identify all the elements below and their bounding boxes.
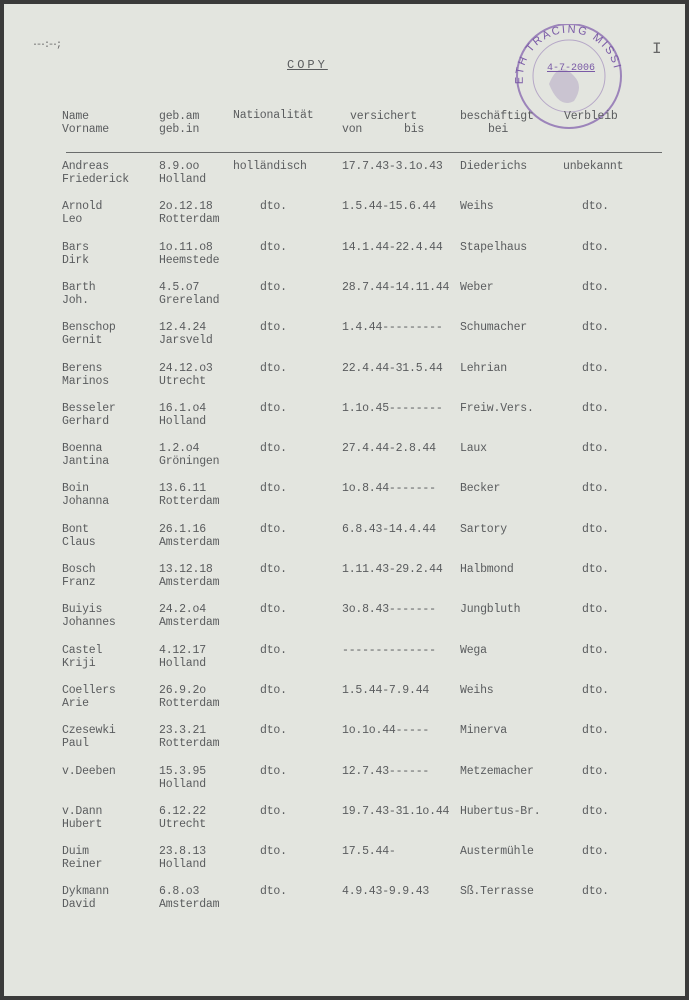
cell-geb-in: Utrecht [159,817,206,831]
cell-besch: Sß.Terrasse [460,885,534,899]
cell-nat: dto. [260,724,287,738]
cell-besch: Stapelhaus [460,240,528,254]
header-beschaeftigt: beschäftigt [460,110,534,123]
cell-name: Bosch [62,563,96,576]
cell-besch: Diederichs [460,160,528,173]
cell-nat: dto. [260,401,287,415]
cell-besch: Minerva [460,724,507,738]
cell-verbleib: dto. [582,643,609,657]
cell-besch: Weber [460,280,494,294]
cell-name: Barth [62,280,96,294]
cell-vers: 1o.1o.44----- [342,724,430,738]
cell-vers: 6.8.43-14.4.44 [342,522,436,536]
cell-geb-am: 23.8.13 [159,845,206,859]
cell-vers: 19.7.43-31.1o.44 [342,804,450,818]
cell-vorname: David [62,898,96,912]
cell-nat: dto. [260,643,287,657]
cell-nat: dto. [260,321,287,335]
header-verbleib: Verbleib [564,110,618,123]
cell-vers: 27.4.44-2.8.44 [342,442,436,456]
cell-verbleib: unbekannt [563,160,624,173]
cell-vorname: Hubert [62,817,103,831]
cell-verbleib: dto. [582,764,609,778]
header-name: Name [62,110,89,123]
cell-geb-in: Gröningen [159,455,220,469]
cell-vers: 1.1o.45-------- [342,401,443,415]
cell-geb-in: Amsterdam [159,535,220,549]
cell-geb-am: 2o.12.18 [159,200,213,214]
cell-geb-am: 24.2.o4 [159,603,206,617]
cell-vorname: Kriji [62,656,96,670]
cell-nat: dto. [260,845,287,859]
cell-vorname: Marinos [62,374,109,388]
cell-besch: Sartory [460,522,507,536]
cell-geb-am: 26.1.16 [159,522,206,536]
cell-geb-in: Rotterdam [159,737,220,751]
cell-geb-in: Jarsveld [159,334,213,348]
cell-vers: 1o.8.44------- [342,482,436,496]
cell-vorname: Gernit [62,334,103,348]
cell-name: Benschop [62,321,116,335]
cell-verbleib: dto. [582,522,609,536]
cell-vers: 3o.8.43------- [342,603,436,617]
cell-geb-am: 6.12.22 [159,804,206,818]
cell-geb-am: 1.2.o4 [159,442,200,456]
cell-vorname: Arie [62,696,89,710]
cell-geb-am: 1o.11.o8 [159,240,213,254]
cell-verbleib: dto. [582,482,609,496]
cell-name: v.Dann [62,804,103,818]
cell-vorname: Johanna [62,495,109,509]
cell-geb-in: Amsterdam [159,898,220,912]
cell-geb-am: 6.8.o3 [159,885,200,899]
cell-besch: Jungbluth [460,603,521,617]
cell-name: Coellers [62,683,116,697]
cell-besch: Freiw.Vers. [460,401,534,415]
cell-vers: 4.9.43-9.9.43 [342,885,430,899]
cell-vorname: Claus [62,535,96,549]
cell-vorname: Friederick [62,173,130,186]
cell-verbleib: dto. [582,804,609,818]
header-geb-in: geb.in [159,123,200,136]
header-nationalitaet: Nationalität [233,109,314,122]
cell-geb-am: 16.1.o4 [159,401,206,415]
cell-nat: dto. [260,442,287,456]
cell-vers: 12.7.43------ [342,764,430,778]
cell-verbleib: dto. [582,321,609,335]
cell-vers: 28.7.44-14.11.44 [342,280,450,294]
cell-vers: 17.7.43-3.1o.43 [342,160,443,173]
cell-verbleib: dto. [582,361,609,375]
document-title: COPY [287,58,328,72]
header-divider [66,152,662,153]
cell-nat: dto. [260,764,287,778]
cell-geb-am: 15.3.95 [159,764,206,778]
cell-name: Boenna [62,442,103,456]
cell-vers: 14.1.44-22.4.44 [342,240,443,254]
cell-verbleib: dto. [582,401,609,415]
cell-nat: dto. [260,482,287,496]
cell-verbleib: dto. [582,563,609,576]
header-vorname: Vorname [62,123,109,136]
cell-name: Boin [62,482,89,496]
cell-name: Duim [62,845,89,859]
cell-besch: Hubertus-Br. [460,804,541,818]
cell-name: Berens [62,361,103,375]
cell-vers: 1.11.43-29.2.44 [342,563,443,576]
page-mark: I [652,40,662,58]
cell-name: Andreas [62,160,109,173]
cell-nat: dto. [260,361,287,375]
document-page [4,4,685,996]
cell-geb-in: Rotterdam [159,495,220,509]
cell-verbleib: dto. [582,724,609,738]
cell-name: Dykmann [62,885,109,899]
cell-geb-am: 4.12.17 [159,643,206,657]
cell-geb-in: Rotterdam [159,696,220,710]
cell-geb-am: 13.6.11 [159,482,206,496]
cell-vorname: Reiner [62,858,103,872]
svg-text:4-7-2006: 4-7-2006 [547,63,596,74]
cell-verbleib: dto. [582,200,609,214]
cell-name: Arnold [62,200,103,214]
cell-geb-in: Amsterdam [159,576,220,589]
cell-geb-in: Holland [159,777,206,791]
cell-geb-in: Grereland [159,293,220,307]
cell-nat: dto. [260,885,287,899]
cell-name: Buiyis [62,603,103,617]
cell-verbleib: dto. [582,603,609,617]
cell-geb-am: 13.12.18 [159,563,213,576]
cell-nat: dto. [260,804,287,818]
ink-smudge: ·-·:-·; [32,40,61,51]
cell-vorname: Paul [62,737,89,751]
cell-nat: holländisch [233,160,307,173]
cell-besch: Austermühle [460,845,534,859]
svg-text:ETH TRACING MISSI: ETH TRACING MISSI [513,24,624,85]
cell-vers: -------------- [342,643,436,657]
cell-besch: Halbmond [460,563,514,576]
cell-name: Castel [62,643,103,657]
cell-nat: dto. [260,280,287,294]
cell-nat: dto. [260,563,287,576]
cell-name: v.Deeben [62,764,116,778]
header-von: von [342,123,363,136]
cell-geb-in: Holland [159,414,206,428]
header-bei: bei [488,123,509,136]
cell-besch: Lehrian [460,361,507,375]
cell-geb-am: 23.3.21 [159,724,206,738]
cell-geb-in: Utrecht [159,374,206,388]
cell-name: Bont [62,522,89,536]
cell-geb-in: Holland [159,173,206,186]
cell-verbleib: dto. [582,442,609,456]
cell-geb-am: 12.4.24 [159,321,206,335]
cell-verbleib: dto. [582,845,609,859]
cell-besch: Schumacher [460,321,528,335]
cell-besch: Weihs [460,683,494,697]
cell-vers: 1.4.44--------- [342,321,443,335]
cell-vorname: Joh. [62,293,89,307]
cell-nat: dto. [260,522,287,536]
cell-nat: dto. [260,200,287,214]
cell-geb-in: Amsterdam [159,616,220,630]
cell-verbleib: dto. [582,683,609,697]
cell-verbleib: dto. [582,240,609,254]
cell-vers: 17.5.44- [342,845,396,859]
cell-name: Bars [62,240,89,254]
cell-geb-am: 24.12.o3 [159,361,213,375]
cell-vers: 1.5.44-15.6.44 [342,200,436,214]
cell-geb-am: 8.9.oo [159,160,200,173]
cell-geb-am: 26.9.2o [159,683,206,697]
header-geb-am: geb.am [159,110,200,123]
cell-nat: dto. [260,240,287,254]
cell-vorname: Leo [62,213,83,227]
cell-geb-in: Holland [159,858,206,872]
cell-verbleib: dto. [582,280,609,294]
cell-name: Besseler [62,401,116,415]
cell-besch: Laux [460,442,487,456]
cell-vers: 1.5.44-7.9.44 [342,683,430,697]
cell-name: Czesewki [62,724,116,738]
cell-geb-in: Rotterdam [159,213,220,227]
cell-geb-in: Holland [159,656,206,670]
cell-nat: dto. [260,603,287,617]
cell-vorname: Gerhard [62,414,109,428]
cell-besch: Wega [460,643,487,657]
cell-besch: Weihs [460,200,494,214]
cell-verbleib: dto. [582,885,609,899]
cell-vers: 22.4.44-31.5.44 [342,361,443,375]
cell-vorname: Franz [62,576,96,589]
cell-geb-am: 4.5.o7 [159,280,200,294]
cell-vorname: Johannes [62,616,116,630]
header-versichert: versichert [350,110,418,123]
header-bis: bis [404,123,425,136]
cell-vorname: Dirk [62,253,89,267]
cell-vorname: Jantina [62,455,109,469]
cell-geb-in: Heemstede [159,253,220,267]
cell-besch: Metzemacher [460,764,534,778]
cell-nat: dto. [260,683,287,697]
cell-besch: Becker [460,482,501,496]
